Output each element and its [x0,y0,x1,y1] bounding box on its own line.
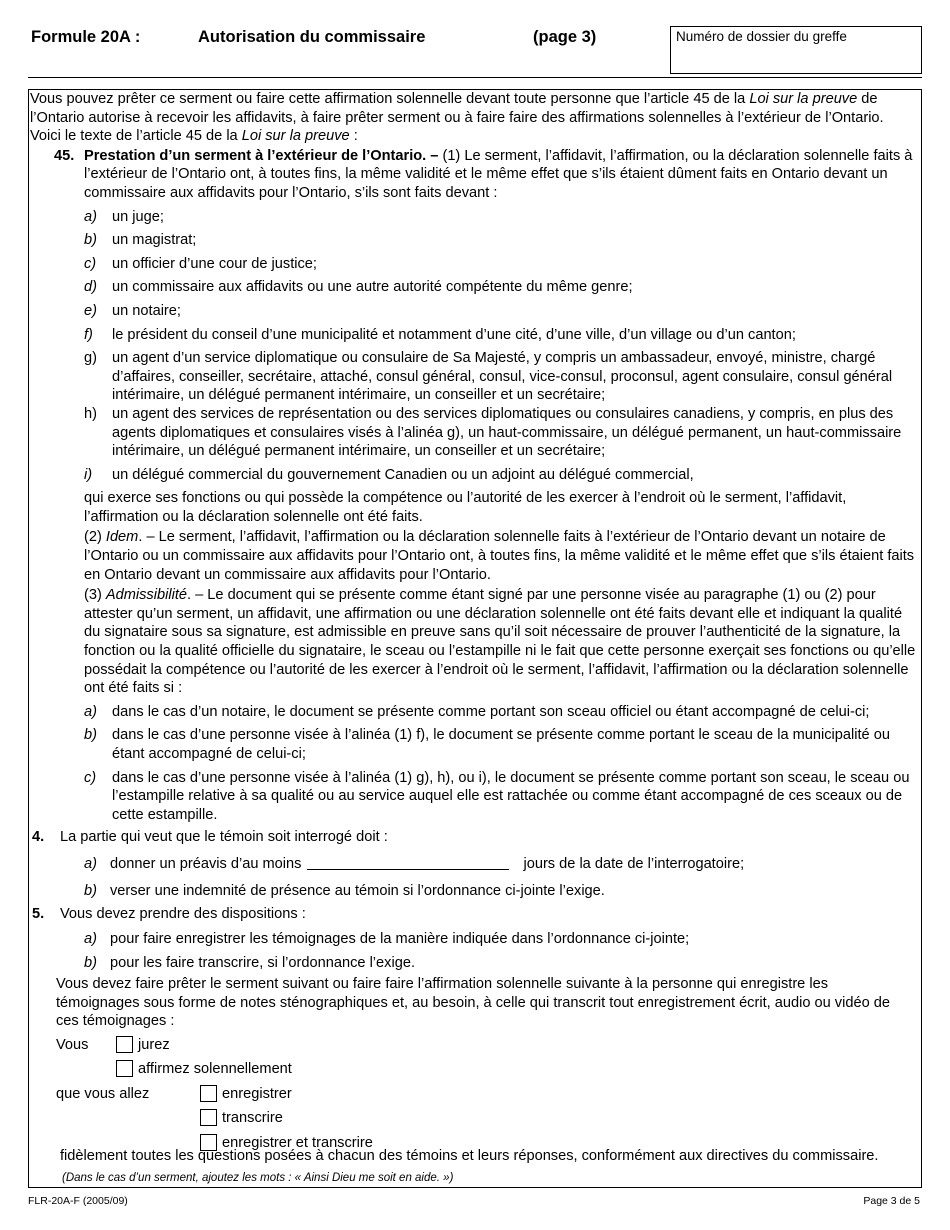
list-item: c) un officier d’une cour de justice; [84,255,317,272]
list-item: a) dans le cas d’un notaire, le document se présente comme portant son sceau officiel ou étant accompagné de celui-ci; [84,703,870,720]
list-item: b) dans le cas d’une personne visée à l’alinéa (1) f), le document se présente comme portant le sceau de la municipalité ou étant accompagné de celui-ci; [84,727,890,762]
section-5-a: a) pour faire enregistrer les témoignages de la manière indiquée dans l’ordonnance ci-jointe; [84,930,690,947]
oath-row-jurez: Vous jurez [56,1036,170,1053]
fidelity-statement: fidèlement toutes les questions posées à chacun des témoins et leurs réponses, conformément aux directives du commissaire. [60,1148,879,1164]
list-item: e) un notaire; [84,302,181,319]
section-45-paragraph-2: (2) Idem. – Le serment, l’affidavit, l’affirmation ou la déclaration solennelle faits à l’extérieur de l’Ontario devant un notaire de l’Ontario ou un commissaire aux affidavits pour l’Ontario ont, à toutes fins, la même validité et le même effet que s’ils étaient faits en Ontario devant un commissaire aux affidavits pour l’Ontario. [84,529,915,583]
list-item: b) un magistrat; [84,232,197,249]
oath-row-affirmez: affirmez solennellement [30,1060,920,1085]
list-item: h) un agent des services de représentation ou des services diplomatiques ou consulaires canadiens, y compris, en plus des agents diplomatiques et consulaires visés à l’alinéa g), un haut-commissaire, un délégué permanent, un haut-commissaire intérimaire, un délégué permanent intérimaire, un conseiller et un secrétaire; [84,405,902,460]
section-4: 4. La partie qui veut que le témoin soit interrogé doit : [32,829,388,846]
court-file-number-label: Numéro de dossier du greffe [676,29,847,44]
record-checkbox[interactable] [200,1085,217,1102]
que-vous-allez-label: que vous allez [56,1085,150,1102]
form-number: Formule 20A : [31,28,141,46]
form-title: Autorisation du commissaire [198,28,426,46]
swear-checkbox[interactable] [116,1036,133,1053]
section-45-paragraph-3: (3) Admissibilité. – Le document qui se présente comme étant signé par une personne visée au paragraphe (1) ou (2) pour attester qu’un serment, un affidavit, une affirmation ou une déclaration solennelle ont été faits devant elle et indiquant la qualité du signataire sous sa signature, est admissible en preuve sans qu’il soit nécessaire de prouver l’authenticité de la signature, la fonction ou la qualité officielle du signataire, le sceau ou l’estampille ni le fait que cette personne exerçait ses fonctions ou qu’elle possédait la compétence ou l’autorité de les exercer à l’endroit où le serment, l’affidavit, l’affirmation ou la déclaration solennelle ont été faits si : [84,587,916,697]
list-item: i) un délégué commercial du gouvernement Canadien ou un adjoint au délégué commercial, [84,466,694,483]
section-45-number: 45. [54,147,75,164]
form-body [30,90,920,1158]
section-4-b: b) verser une indemnité de présence au témoin si l’ordonnance ci-jointe l’exige. [84,882,605,899]
section-4-text: La partie qui veut que le témoin soit interrogé doit : [60,829,388,846]
section-5-text: Vous devez prendre des dispositions : [60,906,306,923]
section-45-heading: Prestation d’un serment à l’extérieur de l’Ontario. – [84,147,439,164]
oath-row-transcrire: transcrire [30,1109,920,1134]
list-item: g) un agent d’un service diplomatique ou consulaire de Sa Majesté, y compris un ambassadeur, envoyé, ministre, chargé d’affaires, conseiller, secrétaire, attaché, consul général, consul, vice-consul, proconsul, agent consulaire, consul général intérimaire, un délégué permanent intérimaire, un conseiller et un secrétaire; [84,350,893,404]
page-indicator: (page 3) [533,28,597,46]
form-header [0,0,950,78]
header-divider [28,77,922,78]
vous-label: Vous [56,1036,89,1053]
court-file-number-field[interactable] [670,26,922,74]
transcribe-checkbox[interactable] [200,1109,217,1126]
notice-days-input[interactable] [307,856,509,870]
oath-intro: Vous devez faire prêter le serment suivant ou faire faire l’affirmation solennelle suivante à la personne qui enregistre les témoignages sous forme de notes sténographiques et, au besoin, à celle qui transcrit tout enregistrement écrit, audio ou vidéo de ces témoignages : [56,975,890,1030]
affirm-checkbox[interactable] [116,1060,133,1077]
section-5: 5. Vous devez prendre des dispositions : [32,906,306,923]
list-item: a) un juge; [84,208,164,225]
intro-paragraph: Vous pouvez prêter ce serment ou faire cette affirmation solennelle devant toute personne que l’article 45 de la Loi sur la preuve de l’Ontario autorise à recevoir les affidavits, à faire prêter serment ou à faire faire des affirmations solennelles à l’extérieur de l’Ontario. Voici le texte de l’article 45 de la Loi sur la preuve : [30,91,884,145]
oath-note: (Dans le cas d’un serment, ajoutez les mots : « Ainsi Dieu me soit en aide. ») [62,1172,454,1184]
form-code: FLR-20A-F (2005/09) [28,1195,128,1207]
list-item: c) dans le cas d’une personne visée à l’alinéa (1) g), h), ou i), le document se présente comme portant son sceau, le sceau ou l’estampille relative à sa qualité ou au service auquel elle est rattachée ou comme étant accompagné de ces sceaux ou de cette estampille. [84,769,910,823]
oath-row-enregistrer: que vous allez enregistrer [56,1085,292,1102]
section-4-a: a) donner un préavis d’au moins jours de la date de l’interrogatoire; [84,855,745,872]
oath-row-both: enregistrer et transcrire [30,1134,920,1159]
section-45-closing: qui exerce ses fonctions ou qui possède la compétence ou l’autorité de les exercer à l’endroit où le serment, l’affidavit, l’affirmation ou la déclaration solennelle ont été faits. [84,490,847,525]
list-item: d) un commissaire aux affidavits ou une autre autorité compétente du même genre; [84,279,633,296]
section-5-b: b) pour les faire transcrire, si l’ordonnance l’exige. [84,955,415,972]
list-item: f) le président du conseil d’une municipalité et notamment d’une cité, d’une ville, d’un village ou d’un canton; [84,326,796,343]
section-45: 45. Prestation d’un serment à l’extérieur de l’Ontario. – (1) Le serment, l’affidavit, l’affirmation, ou la déclaration solennelle faits à l’extérieur de l’Ontario ont, à toutes fins, la même validité et le même effet que s’ils étaient dûment faits en Ontario devant un commissaire aux affidavits pour l’Ontario, s’ils sont faits devant : [54,147,913,201]
page-number: Page 3 de 5 [863,1195,920,1207]
